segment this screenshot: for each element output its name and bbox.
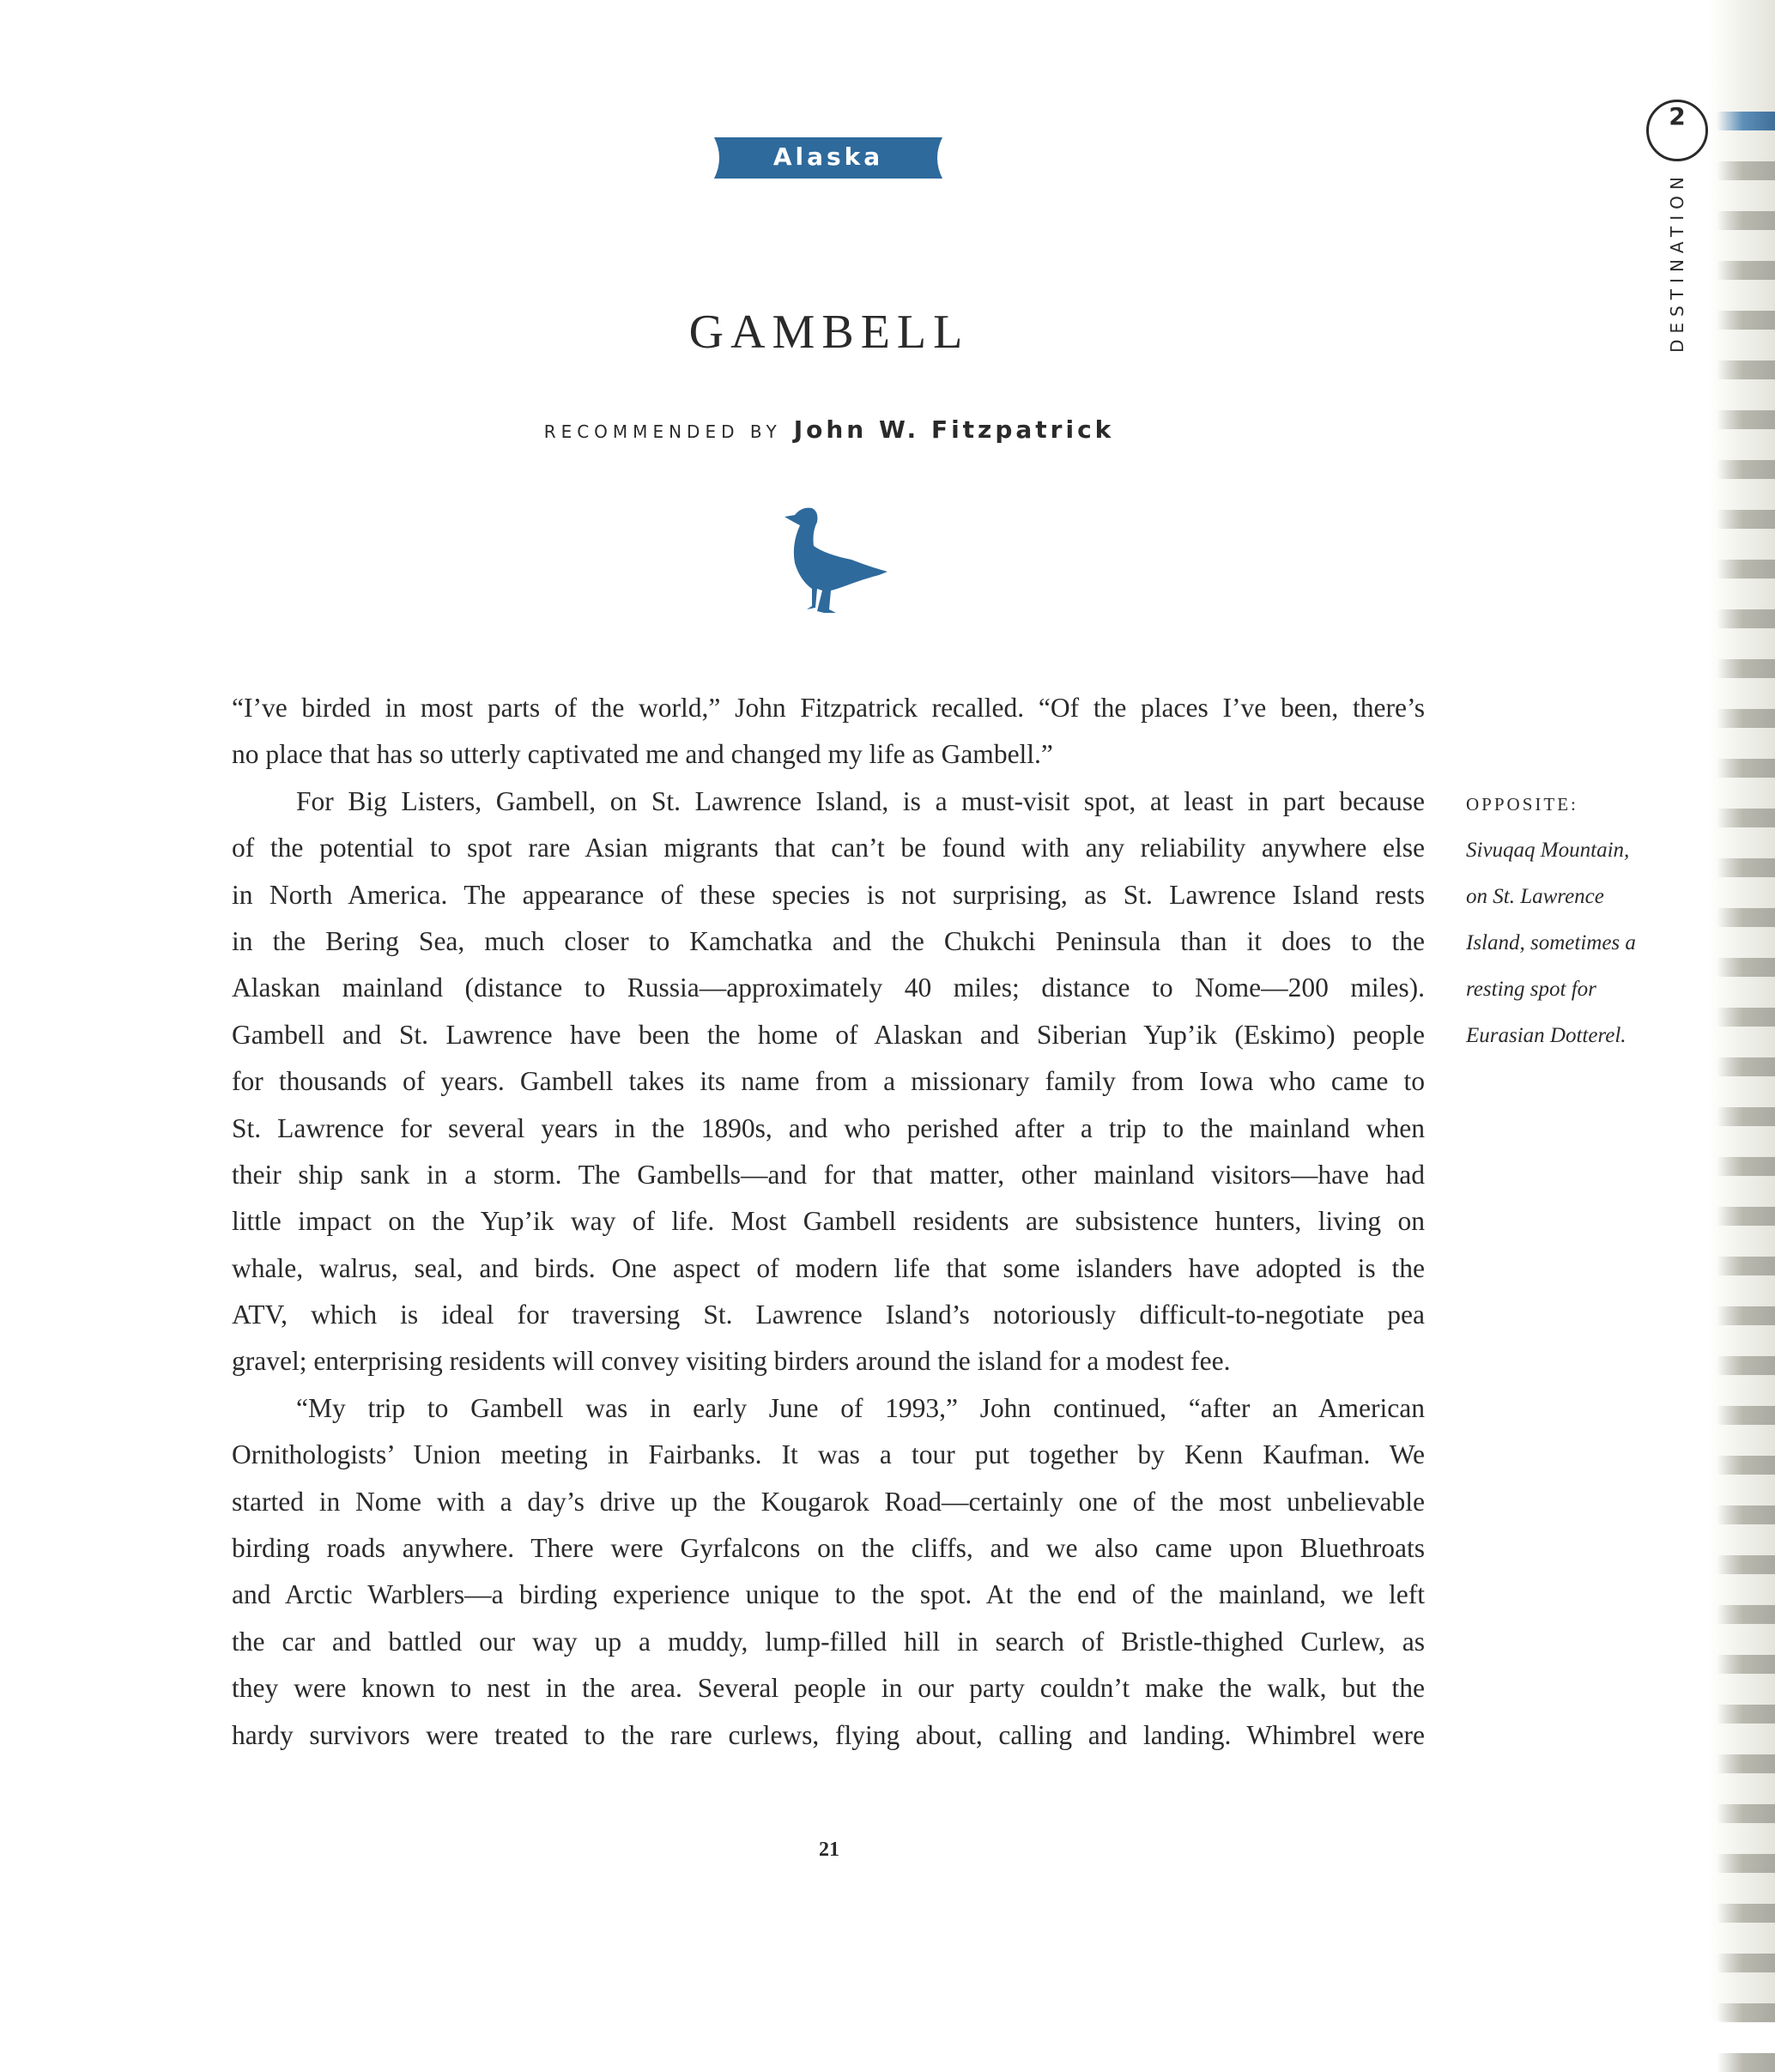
binding-stripe bbox=[1717, 2053, 1775, 2072]
body-text-line: and Arctic Warblers—a birding experience unique to the spot. At the end of the mainland, we left bbox=[232, 1579, 1425, 1610]
caption-line: Sivuqaq Mountain, bbox=[1466, 839, 1630, 862]
body-text-line: Gambell and St. Lawrence have been the home of Alaskan and Siberian Yup’ik (Eskimo) people bbox=[232, 1019, 1425, 1050]
body-text-line: For Big Listers, Gambell, on St. Lawrence Island, is a must-visit spot, at least in part because bbox=[296, 785, 1425, 816]
binding-stripe bbox=[1717, 1854, 1775, 1873]
binding-stripe bbox=[1717, 1157, 1775, 1176]
body-text-line: “My trip to Gambell was in early June of 1993,” John continued, “after an American bbox=[296, 1392, 1425, 1423]
body-text-line: for thousands of years. Gambell takes its name from a missionary family from Iowa who came to bbox=[232, 1066, 1425, 1097]
binding-stripe bbox=[1717, 1306, 1775, 1325]
body-text-line: in North America. The appearance of these species is not surprising, as St. Lawrence Island rests bbox=[232, 879, 1425, 910]
chapter-label-vertical: DESTINATION bbox=[1667, 171, 1687, 353]
binding-stripe bbox=[1717, 1754, 1775, 1773]
binding-stripe bbox=[1717, 1356, 1775, 1375]
body-text-line: little impact on the Yup’ik way of life. Most Gambell residents are subsistence hunters, living on bbox=[232, 1206, 1425, 1237]
body-text-line: hardy survivors were treated to the rare curlews, flying about, calling and landing. Whimbrel were bbox=[232, 1719, 1425, 1750]
photo-caption bbox=[1466, 781, 1636, 1059]
binding-stripe bbox=[1717, 1605, 1775, 1624]
gull-silhouette-icon bbox=[783, 506, 890, 622]
article-body bbox=[232, 685, 1425, 1759]
recommender-name: John W. Fitzpatrick bbox=[793, 415, 1115, 444]
body-text-line: no place that has so utterly captivated me and changed my life as Gambell.” bbox=[232, 739, 1053, 770]
binding-stripe bbox=[1717, 1008, 1775, 1027]
body-text-line: of the potential to spot rare Asian migrants that can’t be found with any reliability anywhere else bbox=[232, 833, 1425, 863]
binding-stripe bbox=[1717, 1904, 1775, 1923]
binding-stripe bbox=[1717, 1207, 1775, 1226]
page-number: 21 bbox=[819, 1839, 839, 1861]
binding-stripe bbox=[1717, 709, 1775, 728]
binding-stripe bbox=[1717, 1057, 1775, 1076]
body-text-line: gravel; enterprising residents will convey visiting birders around the island for a modest fee. bbox=[232, 1346, 1231, 1377]
binding-stripe bbox=[1717, 1506, 1775, 1524]
binding-stripe bbox=[1717, 510, 1775, 529]
caption-heading: OPPOSITE: bbox=[1466, 794, 1578, 815]
binding-stripe bbox=[1717, 1456, 1775, 1475]
binding-stripe bbox=[1717, 908, 1775, 927]
binding-stripe bbox=[1717, 609, 1775, 628]
binding-stripe bbox=[1717, 1655, 1775, 1674]
body-text-line: birding roads anywhere. There were Gyrfalcons on the cliffs, and we also came upon Bluethroats bbox=[232, 1533, 1425, 1564]
binding-stripe bbox=[1717, 1555, 1775, 1574]
binding-stripe bbox=[1717, 1705, 1775, 1724]
region-banner bbox=[712, 136, 944, 180]
page-title: GAMBELL bbox=[688, 306, 970, 359]
binding-stripe bbox=[1717, 1107, 1775, 1126]
binding-stripe bbox=[1717, 410, 1775, 429]
binding-stripe bbox=[1717, 2003, 1775, 2022]
recommended-by bbox=[0, 415, 1658, 444]
body-text-line: their ship sank in a storm. The Gambells—and for that matter, other mainland visitors—have had bbox=[232, 1159, 1425, 1190]
binding-stripe bbox=[1717, 311, 1775, 330]
caption-line: resting spot for bbox=[1466, 978, 1596, 1001]
body-text-line: in the Bering Sea, much closer to Kamchatka and the Chukchi Peninsula than it does to the bbox=[232, 925, 1425, 956]
chapter-number-badge: 2 bbox=[1646, 100, 1708, 161]
banner-label: Alaska bbox=[772, 142, 884, 171]
book-binding-edge bbox=[1708, 0, 1775, 2021]
caption-line: Island, sometimes a bbox=[1466, 931, 1636, 954]
binding-stripe bbox=[1717, 659, 1775, 678]
binding-stripe bbox=[1717, 1804, 1775, 1823]
binding-stripe bbox=[1717, 858, 1775, 877]
caption-line: on St. Lawrence bbox=[1466, 885, 1604, 908]
body-text-line: whale, walrus, seal, and birds. One aspect of modern life that some islanders have adopted is the bbox=[232, 1252, 1425, 1283]
body-text-line: they were known to nest in the area. Several people in our party couldn’t make the walk, but the bbox=[232, 1673, 1425, 1704]
body-text-line: Alaskan mainland (distance to Russia—approximately 40 miles; distance to Nome—200 miles). bbox=[232, 972, 1425, 1003]
caption-line: Eurasian Dotterel. bbox=[1466, 1024, 1627, 1047]
body-text-line: started in Nome with a day’s drive up the Kougarok Road—certainly one of the most unbelievable bbox=[232, 1486, 1425, 1517]
binding-stripe bbox=[1717, 1257, 1775, 1275]
binding-stripe bbox=[1717, 261, 1775, 280]
binding-stripe bbox=[1717, 759, 1775, 778]
body-text-line: St. Lawrence for several years in the 1890s, and who perished after a trip to the mainland when bbox=[232, 1112, 1425, 1143]
binding-stripe bbox=[1717, 161, 1775, 180]
recommended-by-label: RECOMMENDED BY bbox=[543, 421, 782, 442]
body-text-line: Ornithologists’ Union meeting in Fairbanks. It was a tour put together by Kenn Kaufman. We bbox=[232, 1439, 1425, 1470]
body-text-line: ATV, which is ideal for traversing St. Lawrence Island’s notoriously difficult-to-negotiate pea bbox=[232, 1300, 1425, 1330]
binding-stripe bbox=[1717, 560, 1775, 579]
binding-stripe bbox=[1717, 211, 1775, 230]
binding-stripe bbox=[1717, 360, 1775, 379]
binding-stripe bbox=[1717, 112, 1775, 130]
body-text-line: “I’ve birded in most parts of the world,” John Fitzpatrick recalled. “Of the places I’ve been, there’s bbox=[232, 693, 1425, 723]
binding-stripe bbox=[1717, 1954, 1775, 1972]
binding-stripe bbox=[1717, 460, 1775, 479]
binding-stripe bbox=[1717, 958, 1775, 977]
body-text-line: the car and battled our way up a muddy, lump-filled hill in search of Bristle-thighed Curlew, as bbox=[232, 1626, 1425, 1657]
binding-stripe bbox=[1717, 809, 1775, 827]
binding-stripe bbox=[1717, 1406, 1775, 1425]
